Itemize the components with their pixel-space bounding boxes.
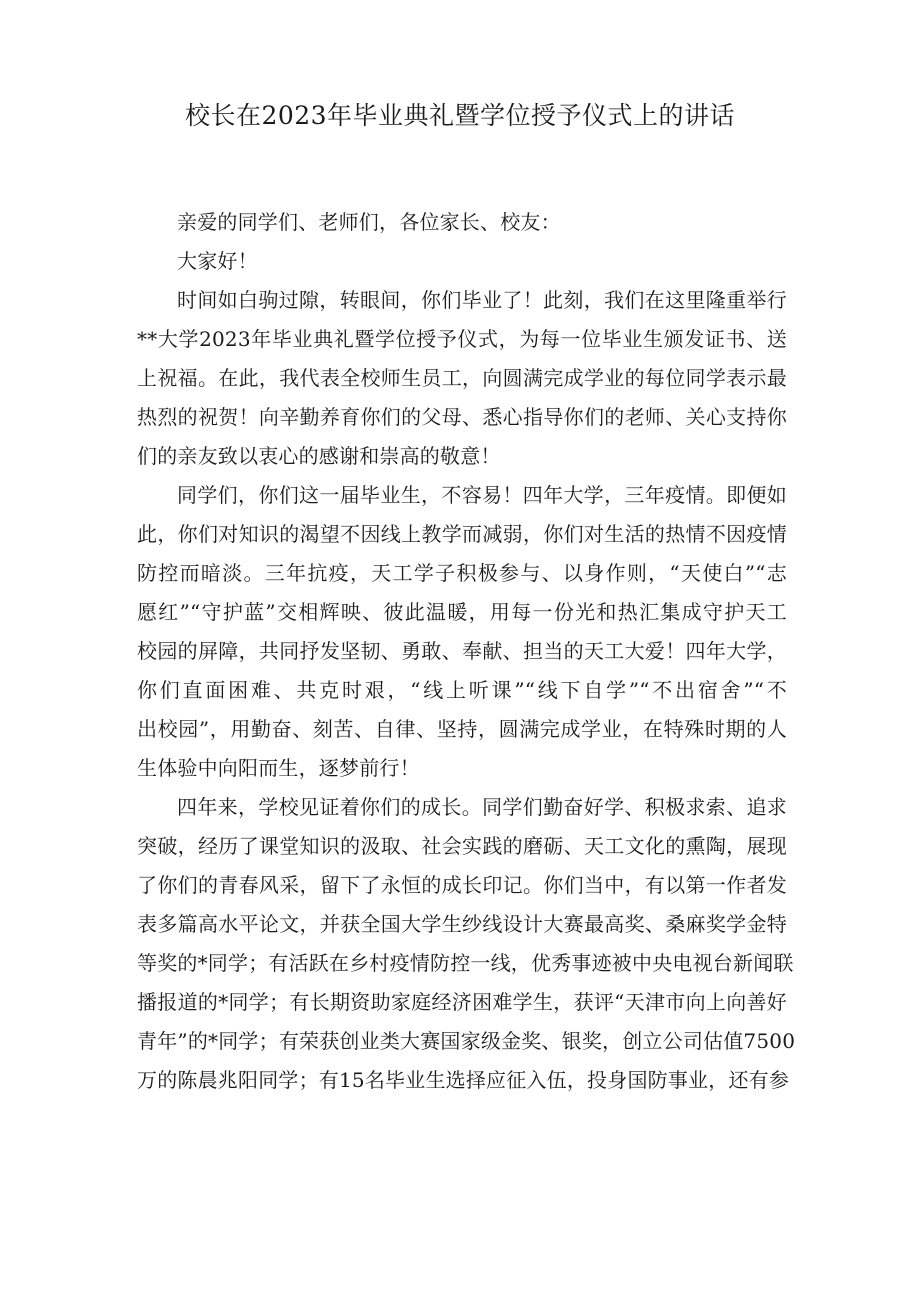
text-line: 播报道的*同学；有长期资助家庭经济困难学生，获评“天津市向上向善好	[137, 990, 787, 1014]
text-line: 出校园”，用勤奋、刻苦、自律、坚持，圆满完成学业，在特殊时期的人	[137, 717, 787, 741]
text-line: 校园的屏障，共同抒发坚韧、勇敢、奉献、担当的天工大爱！四年大学，	[137, 639, 787, 663]
text-line: 们的亲友致以衷心的感谢和崇高的敬意！	[137, 444, 501, 468]
text-line: 表多篇高水平论文，并获全国大学生纱线设计大赛最高奖、桑麻奖学金特	[137, 912, 787, 936]
text-line: 亲爱的同学们、老师们，各位家长、校友：	[177, 210, 561, 234]
text-line: 等奖的*同学；有活跃在乡村疫情防控一线，优秀事迹被中央电视台新闻联	[137, 951, 794, 975]
text-line: 时间如白驹过隙，转眼间，你们毕业了！此刻，我们在这里隆重举行	[177, 288, 787, 312]
text-line: 此，你们对知识的渴望不因线上教学而减弱，你们对生活的热情不因疫情	[137, 522, 787, 546]
text-line: 四年来，学校见证着你们的成长。同学们勤奋好学、积极求索、追求	[177, 795, 787, 819]
text-line: 愿红”“守护蓝”交相辉映、彼此温暖，用每一份光和热汇集成守护天工	[137, 600, 787, 624]
document-title: 校长在2023年毕业典礼暨学位授予仪式上的讲话	[184, 101, 736, 130]
text-line: 突破，经历了课堂知识的汲取、社会实践的磨砺、天工文化的熏陶，展现	[137, 834, 787, 858]
text-line: 万的陈晨兆阳同学；有15名毕业生选择应征入伍，投身国防事业，还有参	[137, 1068, 790, 1092]
document-body	[137, 203, 796, 1100]
text-line: **大学2023年毕业典礼暨学位授予仪式，为每一位毕业生颁发证书、送	[137, 327, 787, 351]
text-line: 热烈的祝贺！向辛勤养育你们的父母、悉心指导你们的老师、关心支持你	[137, 405, 787, 429]
text-line: 了你们的青春风采，留下了永恒的成长印记。你们当中，有以第一作者发	[137, 873, 787, 897]
text-line: 你们直面困难、共克时艰，“线上听课”“线下自学”“不出宿舍”“不	[137, 678, 787, 702]
text-line: 同学们，你们这一届毕业生，不容易！四年大学，三年疫情。即便如	[177, 483, 787, 507]
text-line: 上祝福。在此，我代表全校师生员工，向圆满完成学业的每位同学表示最	[137, 366, 787, 390]
text-line: 生体验中向阳而生，逐梦前行！	[137, 756, 420, 780]
text-line: 大家好！	[177, 249, 258, 273]
text-line: 防控而暗淡。三年抗疫，天工学子积极参与、以身作则，“天使白”“志	[137, 561, 787, 585]
text-line: 青年”的*同学；有荣获创业类大赛国家级金奖、银奖，创立公司估值7500	[137, 1029, 796, 1053]
